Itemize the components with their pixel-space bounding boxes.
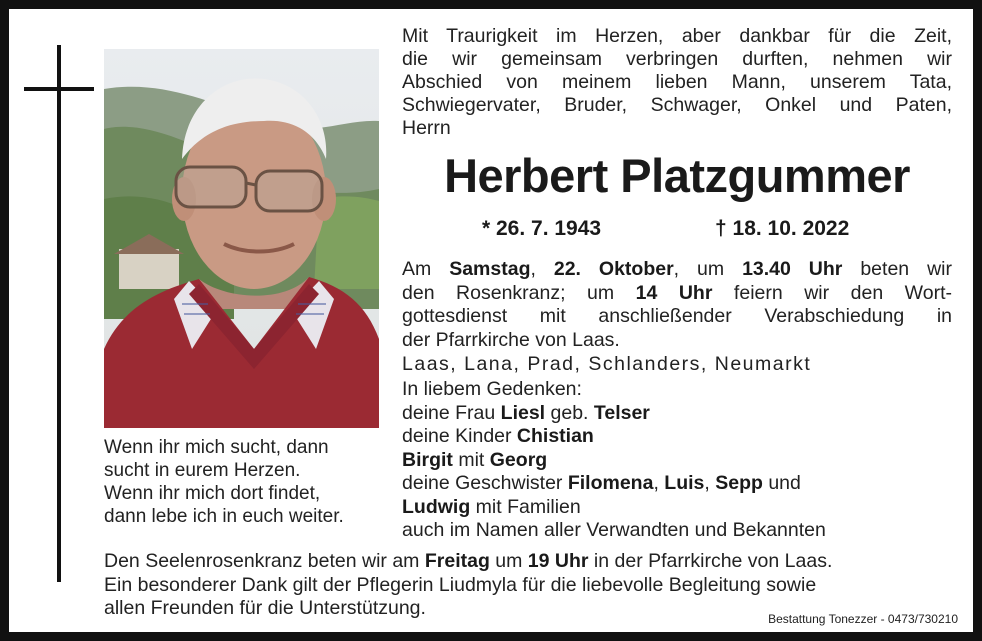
life-dates: [402, 217, 952, 245]
mourner-line: auch im Namen aller Verwandten und Bekannten: [402, 519, 826, 541]
mourner-line: deine Frau Liesl geb. Telser: [402, 401, 650, 424]
quote-line: Wenn ihr mich dort findet,: [104, 483, 321, 504]
service-line: den Rosenkranz; um 14 Uhr feiern wir den Wort-: [402, 281, 952, 304]
service-line: Am Samstag, 22. Oktober, um 13.40 Uhr beten wir: [402, 258, 952, 280]
mourner-line: deine Geschwister Filomena, Luis, Sepp und: [402, 472, 801, 494]
intro-line: Mit Traurigkeit im Herzen, aber dankbar für die Zeit,: [402, 25, 952, 47]
birth-date: * 26. 7. 1943: [482, 217, 602, 240]
funeral-home-credit: Bestattung Tonezzer - 0473/730210: [768, 612, 958, 626]
mourners-list: [402, 378, 952, 543]
quote-line: sucht in eurem Herzen.: [104, 460, 301, 481]
mourner-line: deine Kinder Chistian: [402, 425, 594, 447]
memorial-quote: [104, 436, 394, 528]
mourner-line: Ludwig mit Familien: [402, 495, 581, 518]
mourners-heading: In liebem Gedenken:: [402, 378, 582, 400]
footer-line: Den Seelenrosenkranz beten wir am Freitag um 19 Uhr in der Pfarrkirche von Laas.: [104, 550, 833, 572]
intro-line: die wir gemeinsam verbringen durften, nehmen wir: [402, 48, 952, 70]
service-announcement: [402, 258, 952, 352]
quote-line: Wenn ihr mich sucht, dann: [104, 437, 329, 458]
intro-line: Abschied von meinem lieben Mann, unserem Tata,: [402, 71, 952, 93]
deceased-name: Herbert Platzgummer: [444, 149, 910, 202]
places-line: Laas, Lana, Prad, Schlanders, Neumarkt: [402, 353, 812, 375]
rosary-and-thanks: [104, 550, 954, 621]
mourner-line: Birgit mit Georg: [402, 448, 548, 471]
service-line: gottesdienst mit anschließender Verabschiedung in: [402, 305, 952, 327]
footer-line: Ein besonderer Dank gilt der Pflegerin Liudmyla für die liebevolle Begleitung sowie: [104, 573, 817, 596]
intro-line: Herrn: [402, 117, 451, 139]
footer-line: allen Freunden für die Unterstützung.: [104, 597, 426, 619]
intro-text: [402, 25, 952, 140]
cross-icon-horizontal: [24, 87, 94, 91]
cross-icon-vertical: [57, 45, 61, 582]
quote-line: dann lebe ich in euch weiter.: [104, 506, 344, 527]
portrait-photo: [104, 49, 379, 428]
service-line: der Pfarrkirche von Laas.: [402, 328, 620, 351]
death-date: † 18. 10. 2022: [715, 217, 850, 240]
intro-line: Schwiegervater, Bruder, Schwager, Onkel und Paten,: [402, 94, 952, 116]
